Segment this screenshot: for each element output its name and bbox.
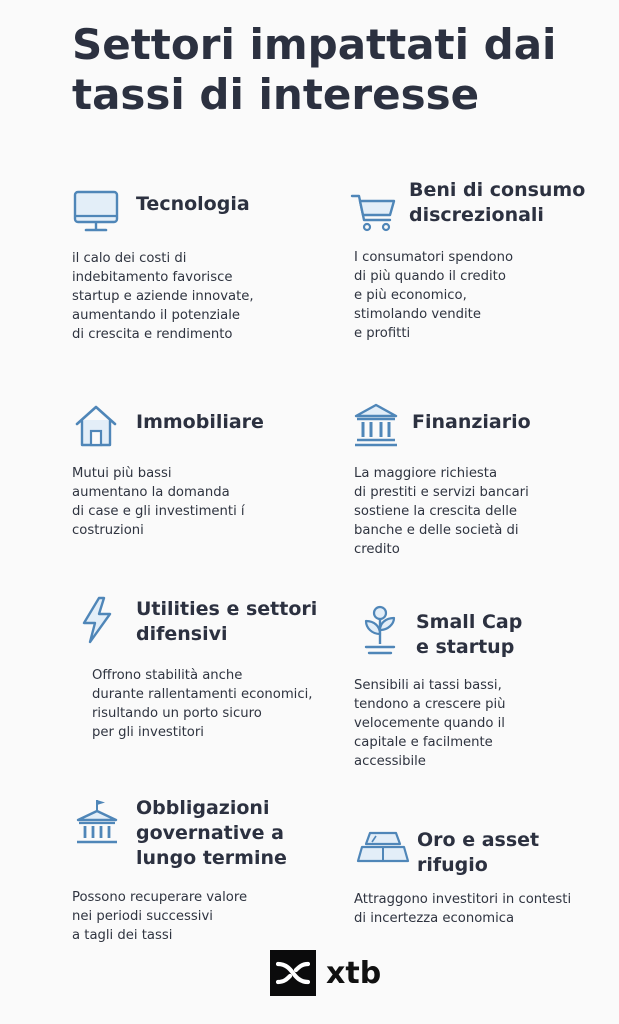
sector-title: [136, 410, 264, 435]
sector-title-line: Beni di consumo: [409, 179, 586, 201]
sector-tecnologia: [72, 186, 322, 356]
gold-bars-icon: [356, 830, 410, 866]
description-line: I consumatori spendono: [354, 250, 514, 265]
sector-title-line: lungo termine: [136, 847, 287, 869]
house-icon: [72, 402, 120, 450]
sector-immobiliare: [72, 402, 322, 542]
sector-small-cap: [354, 604, 604, 774]
description-line: di crescita e rendimento: [72, 327, 233, 342]
xtb-logo: [270, 950, 381, 996]
bank-icon: [354, 402, 398, 448]
sector-title: [409, 178, 585, 228]
sector-title-line: Finanziario: [412, 411, 531, 433]
description-line: credito: [354, 542, 400, 557]
sector-description: [354, 890, 571, 928]
description-line: di case e gli investimenti í: [72, 504, 245, 519]
sector-title: [136, 192, 250, 217]
plant-growth-icon: [360, 604, 400, 656]
description-line: durante rallentamenti economici,: [92, 687, 313, 702]
sector-title-line: Oro e asset: [417, 829, 540, 851]
lightning-icon: [80, 596, 114, 644]
description-line: di prestiti e servizi bancari: [354, 485, 529, 500]
sector-description: [72, 888, 247, 945]
description-line: velocemente quando il: [354, 716, 505, 731]
description-line: accessibile: [354, 754, 426, 769]
description-line: Offrono stabilità anche: [92, 668, 243, 683]
description-line: risultando un porto sicuro: [92, 706, 262, 721]
sector-title: [416, 610, 522, 660]
description-line: di più quando il credito: [354, 269, 506, 284]
sector-title-line: Tecnologia: [136, 193, 250, 215]
description-line: aumentando il potenziale: [72, 308, 241, 323]
sector-description: [354, 464, 529, 559]
sector-title-line: governative a: [136, 822, 284, 844]
sector-description: [354, 248, 513, 343]
xtb-logo-text: xtb: [326, 955, 382, 991]
sector-finanziario: [354, 402, 604, 562]
sector-description: [72, 464, 245, 540]
description-line: per gli investitori: [92, 725, 204, 740]
sector-title: [417, 828, 539, 878]
sector-title: [412, 410, 531, 435]
description-line: il calo dei costi di: [72, 251, 187, 266]
page-title: [72, 20, 592, 120]
description-line: nei periodi successivi: [72, 909, 213, 924]
description-line: e più economico,: [354, 288, 467, 303]
sector-title-line: e startup: [416, 636, 515, 658]
monitor-icon: [72, 188, 120, 236]
sector-beni-di-consumo: [350, 178, 610, 348]
sector-obbligazioni: [72, 796, 332, 946]
sector-title-line: Immobiliare: [136, 411, 264, 433]
description-line: startup e aziende innovate,: [72, 289, 254, 304]
description-line: di incertezza economica: [354, 911, 515, 926]
description-line: e profitti: [354, 326, 411, 341]
xtb-logo-mark-icon: [270, 950, 316, 996]
description-line: Sensibili ai tassi bassi,: [354, 678, 502, 693]
description-line: Possono recuperare valore: [72, 890, 248, 905]
page-title-line-1: Settori impattati dai: [72, 20, 557, 69]
government-building-icon: [76, 798, 118, 848]
sector-oro: [354, 826, 614, 936]
description-line: tendono a crescere più: [354, 697, 506, 712]
sector-title-line: difensivi: [136, 623, 228, 645]
sector-utilities: [80, 596, 330, 746]
sector-title-line: Obbligazioni: [136, 797, 270, 819]
shopping-cart-icon: [350, 188, 398, 236]
sector-description: [92, 666, 312, 742]
sector-title: [136, 796, 287, 871]
description-line: Mutui più bassi: [72, 466, 172, 481]
description-line: indebitamento favorisce: [72, 270, 233, 285]
description-line: capitale e facilmente: [354, 735, 493, 750]
description-line: banche e delle società di: [354, 523, 519, 538]
description-line: sostiene la crescita delle: [354, 504, 518, 519]
sector-title-line: discrezionali: [409, 204, 544, 226]
sector-title-line: rifugio: [417, 854, 488, 876]
page-title-line-2: tassi di interesse: [72, 70, 480, 119]
sector-title: [136, 597, 317, 647]
sector-title-line: Utilities e settori: [136, 598, 318, 620]
sector-description: [354, 676, 506, 771]
description-line: a tagli dei tassi: [72, 928, 173, 943]
description-line: stimolando vendite: [354, 307, 481, 322]
description-line: La maggiore richiesta: [354, 466, 498, 481]
sector-title-line: Small Cap: [416, 611, 523, 633]
description-line: costruzioni: [72, 523, 144, 538]
description-line: Attraggono investitori in contesti: [354, 892, 572, 907]
sector-description: [72, 249, 254, 344]
description-line: aumentano la domanda: [72, 485, 230, 500]
